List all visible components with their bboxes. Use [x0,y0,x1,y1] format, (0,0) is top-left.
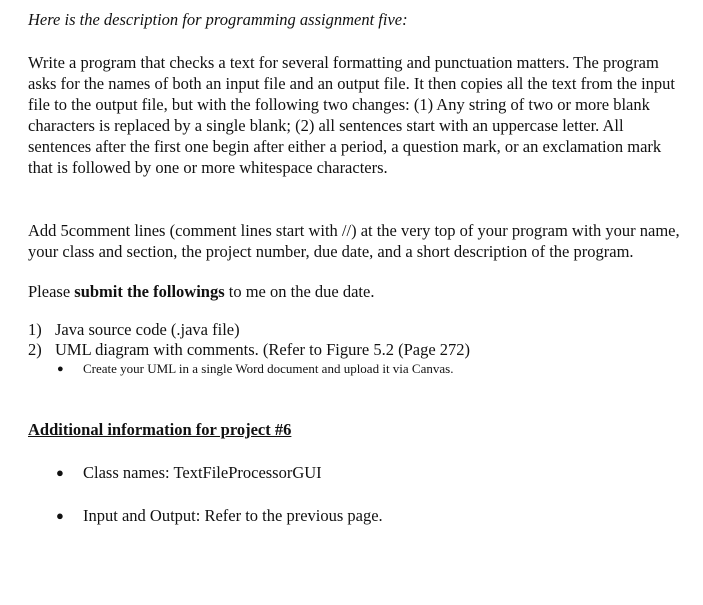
submission-item-number: 2) [28,340,42,359]
submit-instructions [28,281,688,302]
submission-item-text: UML diagram with comments. (Refer to Figure 5.2 (Page 272) [55,340,471,359]
comment-instructions: Add 5comment lines (comment lines start with //) at the very top of your program with your name, your class and section, the project number, due date, and a short description of the program. [28,221,680,261]
submission-item [28,340,688,360]
additional-info-item [28,463,688,483]
submission-item [28,320,688,340]
document-page [28,10,688,526]
submission-item-text: Java source code (.java file) [55,320,240,339]
additional-info-list [28,463,688,526]
bullet-icon: ● [56,465,64,480]
additional-info-text: Class names: TextFileProcessorGUI [83,463,322,482]
assignment-intro: Here is the description for programming assignment five: [28,10,408,29]
submit-prefix: Please [28,282,75,301]
bullet-icon: ● [57,363,64,375]
additional-info-heading: Additional information for project #6 [28,420,292,439]
submission-subitem-text: Create your UML in a single Word document and upload it via Canvas. [83,361,454,376]
submission-subitem [28,360,688,378]
submission-list [28,320,688,360]
bullet-icon: ● [56,508,64,523]
assignment-description: Write a program that checks a text for several formatting and punctuation matters. The program asks for the names of both an input file and an output file. It then copies all the text from the input file to the output file, but with the following two changes: (1) Any string of two or more blank characters is replaced by a single blank; (2) all sentences start with an uppercase letter. All sentences after the first one begin after either a period, a question mark, or an exclamation mark that is followed by one or more whitespace characters. [28,53,676,177]
submit-suffix: to me on the due date. [224,282,375,301]
submission-sublist [28,360,688,378]
additional-info-item [28,506,688,526]
submit-bold-text: submit the followings [74,282,225,301]
additional-info-text: Input and Output: Refer to the previous page. [83,506,383,525]
submission-item-number: 1) [28,320,42,339]
